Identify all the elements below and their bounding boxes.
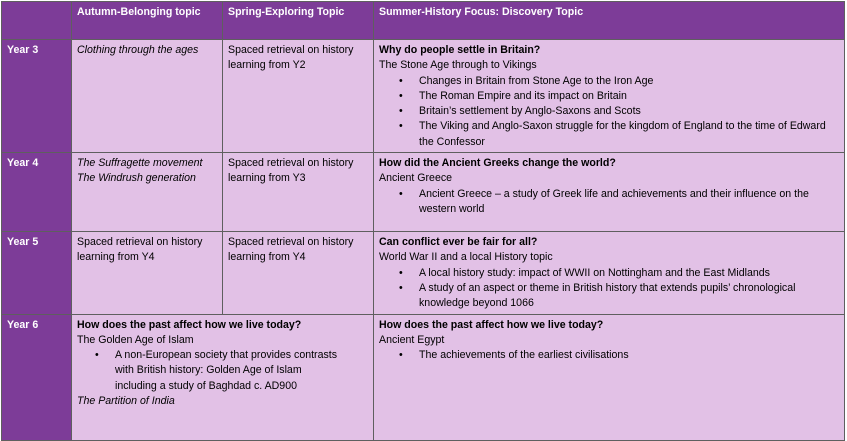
list-item: • The Roman Empire and its impact on Britain: [419, 89, 839, 104]
header-summer: Summer-History Focus: Discovery Topic: [374, 2, 845, 40]
summer-bullet-list: [379, 266, 839, 312]
header-row: [2, 2, 845, 40]
spring-cell: Spaced retrieval on history learning from Y3: [223, 153, 374, 232]
header-autumn: Autumn-Belonging topic: [72, 2, 223, 40]
year-label: Year 6: [2, 314, 72, 440]
autumn-spring-question: How does the past affect how we live today?: [77, 318, 302, 331]
table-row-year-3: [2, 40, 845, 153]
spring-cell: Spaced retrieval on history learning from Y4: [223, 232, 374, 314]
summer-topic: The Stone Age through to Vikings: [379, 59, 537, 72]
autumn-cell: [72, 153, 223, 232]
summer-cell: [374, 40, 845, 153]
header-spring: Spring-Exploring Topic: [223, 2, 374, 40]
autumn-cell: Spaced retrieval on history learning from Y4: [72, 232, 223, 314]
summer-topic: Ancient Greece: [379, 172, 453, 185]
autumn-spring-extra-topic: The Partition of India: [77, 395, 175, 408]
autumn-cell: [72, 40, 223, 153]
summer-cell: [374, 314, 845, 440]
table-row-year-5: [2, 232, 845, 314]
list-item: • Ancient Greece – a study of Greek life and achievements and their influence on the western world: [419, 187, 839, 218]
summer-cell: [374, 232, 845, 314]
summer-question: How did the Ancient Greeks change the world?: [379, 157, 616, 170]
list-item: • The Viking and Anglo-Saxon struggle for the kingdom of England to the time of Edward the Confessor: [419, 119, 839, 150]
list-item: • A study of an aspect or theme in British history that extends pupils’ chronological knowledge beyond 1066: [419, 281, 839, 312]
autumn-spring-bullet-list: [77, 348, 368, 394]
summer-bullet-list: [379, 74, 839, 150]
summer-topic: World War II and a local History topic: [379, 251, 553, 264]
autumn-spring-topic: The Golden Age of Islam: [77, 333, 194, 346]
list-item: • Changes in Britain from Stone Age to the Iron Age: [419, 74, 839, 89]
spring-cell: Spaced retrieval on history learning from Y2: [223, 40, 374, 153]
summer-question: Why do people settle in Britain?: [379, 44, 541, 56]
autumn-topic: The Suffragette movement: [77, 157, 203, 170]
summer-question: How does the past affect how we live today?: [379, 318, 604, 331]
list-item: • The achievements of the earliest civilisations: [419, 348, 839, 363]
autumn-spring-cell: [72, 314, 374, 440]
curriculum-table: [1, 1, 845, 441]
list-item: • Britain’s settlement by Anglo-Saxons and Scots: [419, 104, 839, 119]
list-item: • A local history study: impact of WWII on Nottingham and the East Midlands: [419, 266, 839, 281]
summer-bullet-list: [379, 348, 839, 363]
header-year-column: [2, 2, 72, 40]
list-item: • A non-European society that provides contrasts with British history: Golden Age of Islam including a study of Baghdad c. AD900: [115, 348, 345, 394]
year-label: Year 5: [2, 232, 72, 314]
year-label: Year 4: [2, 153, 72, 232]
year-label: Year 3: [2, 40, 72, 153]
table-row-year-6: [2, 314, 845, 440]
summer-question: Can conflict ever be fair for all?: [379, 236, 538, 249]
table-row-year-4: [2, 153, 845, 232]
autumn-topic: The Windrush generation: [77, 172, 196, 185]
autumn-topic: Clothing through the ages: [77, 44, 199, 56]
summer-topic: Ancient Egypt: [379, 333, 445, 346]
summer-bullet-list: [379, 187, 839, 218]
summer-cell: [374, 153, 845, 232]
